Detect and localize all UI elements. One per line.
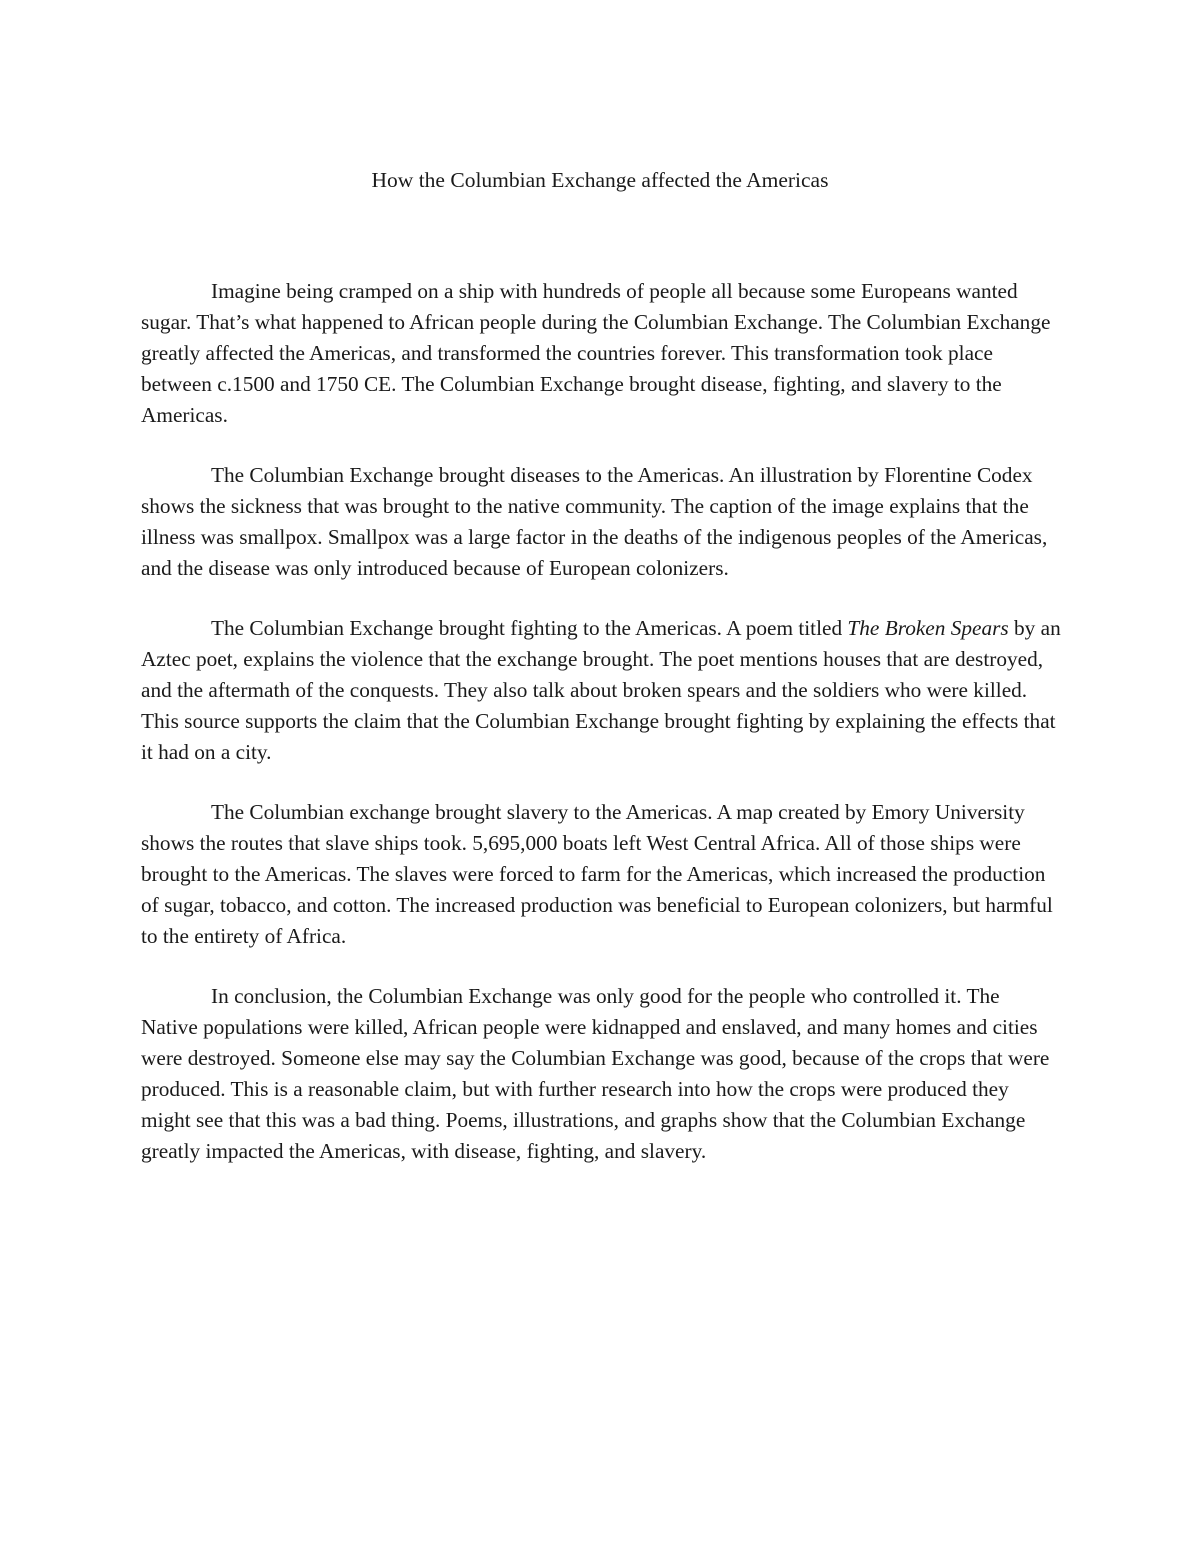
document-body: [141, 276, 1061, 1196]
paragraph-disease: The Columbian Exchange brought diseases to the Americas. An illustration by Florentine Codex shows the sickness that was brought to the native community. The caption of the image explains that the illness was smallpox. Smallpox was a large factor in the deaths of the indigenous peoples of the Americas, and the disease was only introduced because of European colonizers.: [141, 463, 1048, 580]
paragraph-fighting-start: The Columbian Exchange brought fighting to the Americas. A poem titled: [211, 616, 848, 640]
poem-title: The Broken Spears: [847, 616, 1009, 640]
paragraph-intro: Imagine being cramped on a ship with hundreds of people all because some Europeans wanted sugar. That’s what happened to African people during the Columbian Exchange. The Columbian Exchange greatly affected the Americas, and transformed the countries forever. This transformation took place between c.1500 and 1750 CE. The Columbian Exchange brought disease, fighting, and slavery to the Americas.: [141, 279, 1051, 427]
paragraph-fighting-end: by an Aztec poet, explains the violence that the exchange brought. The poet mentions houses that are destroyed, and the aftermath of the conquests. They also talk about broken spears and the soldiers who were killed. This source supports the claim that the Columbian Exchange brought fighting by explaining the effects that it had on a city.: [141, 616, 1061, 764]
paragraph-fighting: [141, 613, 1061, 768]
paragraph-slavery: The Columbian exchange brought slavery to the Americas. A map created by Emory University shows the routes that slave ships took. 5,695,000 boats left West Central Africa. All of those ships were brought to the Americas. The slaves were forced to farm for the Americas, which increased the production of sugar, tobacco, and cotton. The increased production was beneficial to European colonizers, but harmful to the entirety of Africa.: [141, 800, 1053, 948]
paragraph-conclusion: In conclusion, the Columbian Exchange was only good for the people who controlled it. The Native populations were killed, African people were kidnapped and enslaved, and many homes and cities were destroyed. Someone else may say the Columbian Exchange was good, because of the crops that were produced. This is a reasonable claim, but with further research into how the crops were produced they might see that this was a bad thing. Poems, illustrations, and graphs show that the Columbian Exchange greatly impacted the Americas, with disease, fighting, and slavery.: [141, 984, 1050, 1163]
document-title: How the Columbian Exchange affected the Americas: [371, 168, 829, 192]
